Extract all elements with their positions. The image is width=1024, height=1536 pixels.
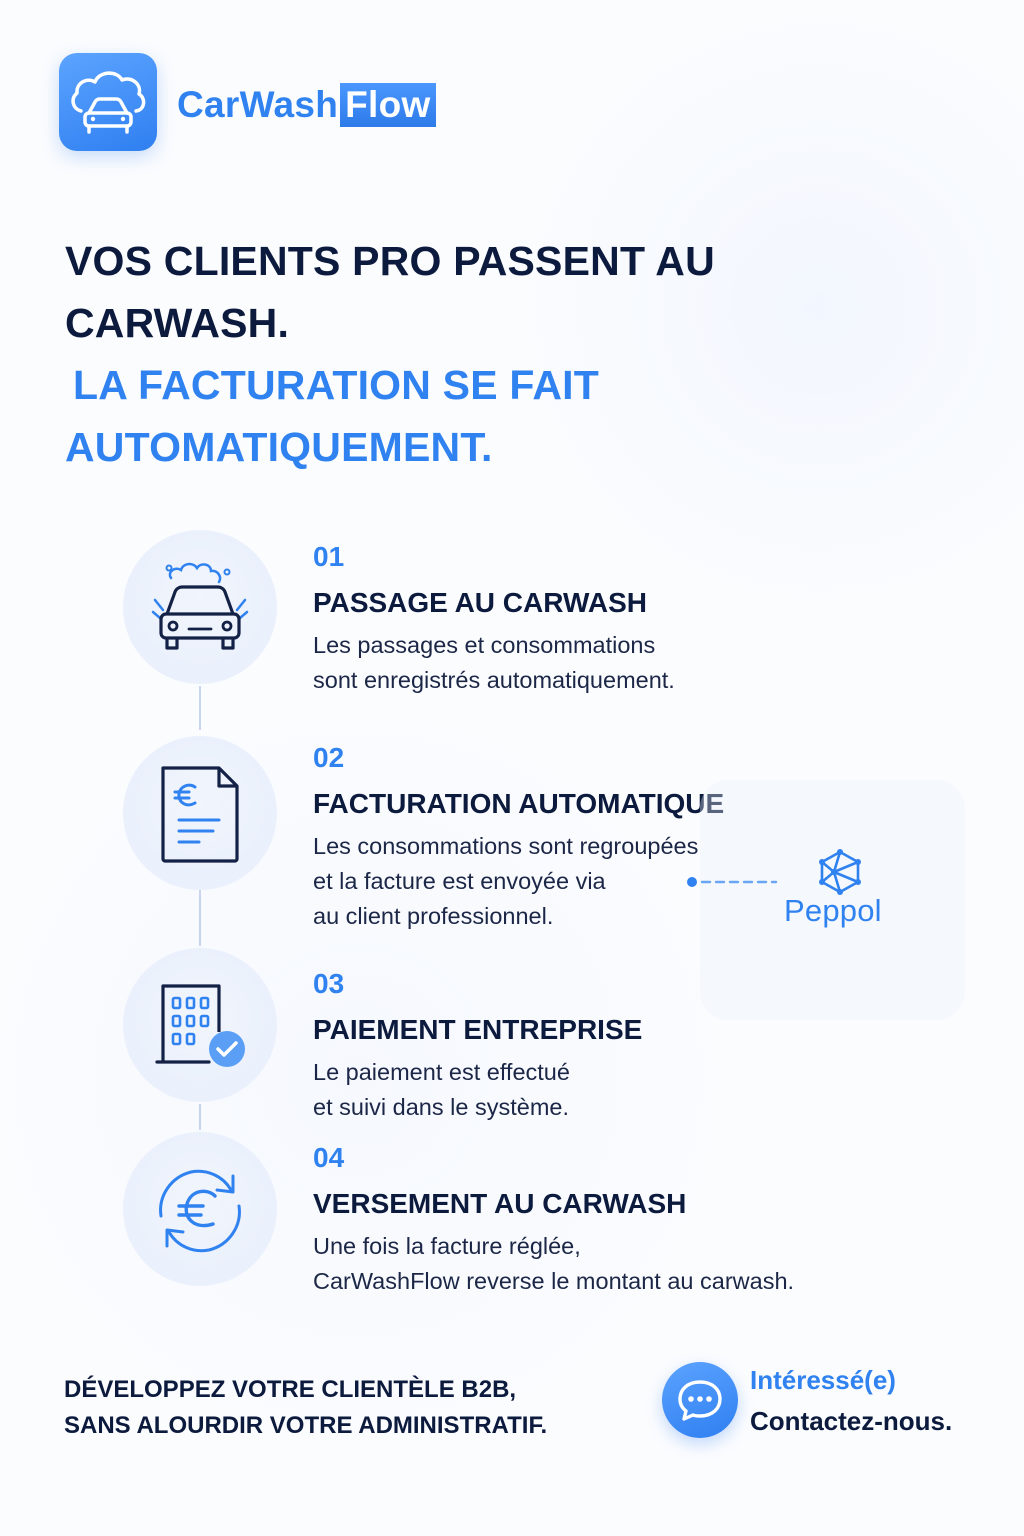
cta-contact-link[interactable]: Contactez-nous. [750,1406,953,1436]
step-number: 01 [313,541,345,572]
step-number: 03 [313,968,345,999]
step-2 [313,741,724,934]
step-title: PASSAGE AU CARWASH [313,587,647,618]
building-check-icon [123,948,277,1102]
step-description-line: Les passages et consommations [313,632,656,658]
timeline-connector [199,1104,201,1130]
headline [65,230,885,478]
step-description-line: Les consommations sont regroupées [313,833,699,859]
step-3-icon-circle [123,948,277,1102]
step-4 [313,1141,794,1299]
headline-line-3: LA FACTURATION SE FAIT [73,362,599,408]
brand-name-part1: CarWash [177,84,339,125]
headline-line-4: AUTOMATIQUEMENT. [65,424,493,470]
step-title: PAIEMENT ENTREPRISE [313,1014,643,1045]
peppol-connector-line [686,874,778,890]
step-description [313,829,724,934]
step-description [313,1229,794,1299]
logo-badge [59,53,157,151]
step-description-line: au client professionnel. [313,903,554,929]
step-description-line: CarWashFlow reverse le montant au carwash. [313,1268,795,1294]
step-number: 04 [313,1142,345,1173]
step-description-line: Le paiement est effectué [313,1059,570,1085]
step-title: FACTURATION AUTOMATIQUE [313,788,725,819]
footer-tagline-line: SANS ALOURDIR VOTRE ADMINISTRATIF. [64,1412,548,1439]
step-number: 02 [313,742,345,773]
brand-name [177,83,436,127]
step-1 [313,540,675,698]
euro-invoice-icon [123,736,277,890]
timeline-connector [199,890,201,946]
step-description-line: et suivi dans le système. [313,1094,569,1120]
step-description-line: sont enregistrés automatiquement. [313,667,675,693]
step-3 [313,967,642,1125]
peppol-label: Peppol [784,893,882,928]
chat-bubble-icon [662,1362,738,1438]
step-description [313,628,675,698]
brand-name-part2: Flow [340,83,435,127]
step-1-icon-circle [123,530,277,684]
contact-chat-button[interactable] [662,1362,738,1438]
peppol-network-icon [814,848,866,896]
headline-line-1: VOS CLIENTS PRO PASSENT AU [65,238,715,284]
euro-cycle-icon [123,1132,277,1286]
step-description-line: et la facture est envoyée via [313,868,606,894]
car-wash-icon [123,530,277,684]
headline-line-2: CARWASH. [65,300,290,346]
car-wash-cloud-icon [59,53,157,151]
step-title: VERSEMENT AU CARWASH [313,1188,687,1219]
step-4-icon-circle [123,1132,277,1286]
step-description [313,1055,642,1125]
footer-tagline [64,1372,547,1444]
cta-interested-text[interactable]: Intéressé(e) [750,1365,896,1395]
step-description-line: Une fois la facture réglée, [313,1233,581,1259]
timeline-connector [199,686,201,730]
footer-tagline-line: DÉVELOPPEZ VOTRE CLIENTÈLE B2B, [64,1376,517,1403]
step-2-icon-circle [123,736,277,890]
